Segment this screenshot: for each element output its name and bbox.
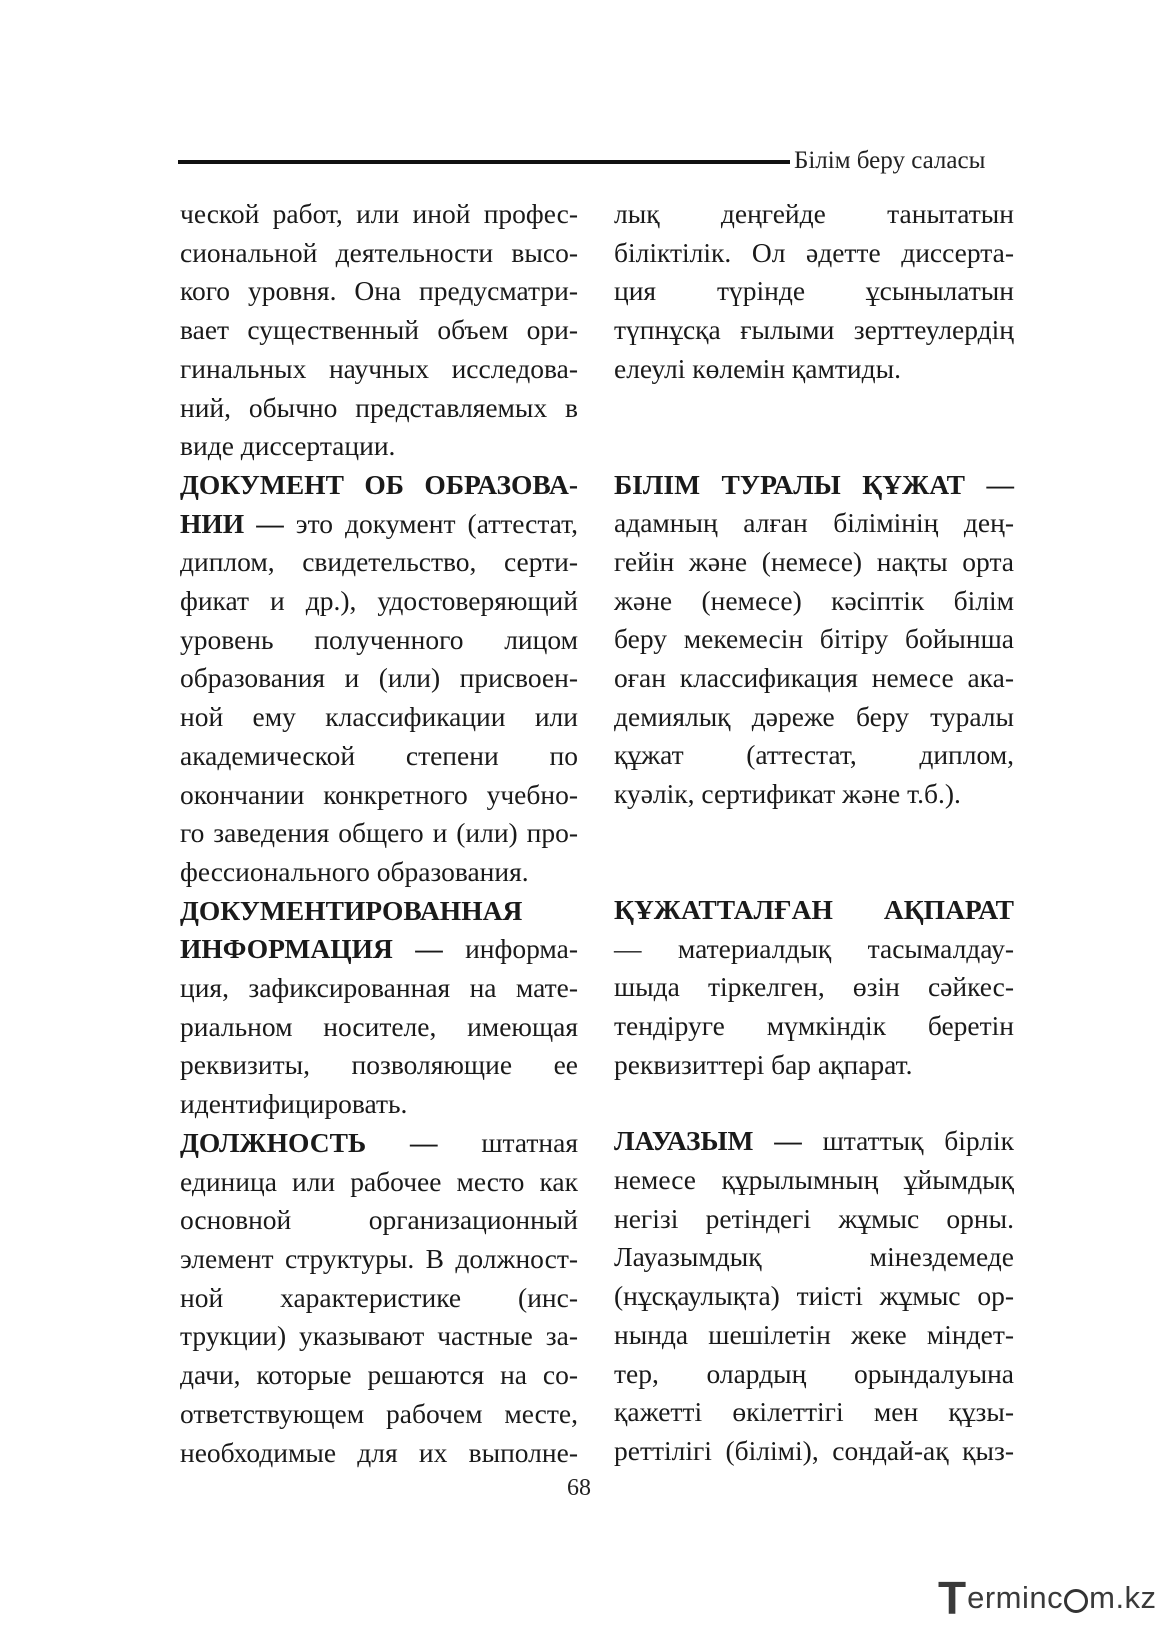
watermark-t: T — [938, 1572, 967, 1624]
text-line: адамның алған білімінің дең- — [614, 507, 1014, 539]
text-line: штатная — [437, 1126, 578, 1158]
text-line: уровень полученного лицом — [180, 623, 578, 655]
text-line: және (немесе) кәсіптік білім — [614, 584, 1014, 616]
text-line: го заведения общего и (или) про- — [180, 817, 578, 849]
text-line: сиональной деятельности высо- — [180, 236, 578, 268]
text-line: ответствующем рабочем месте, — [180, 1397, 578, 1429]
text-line: единица или рабочее место как — [180, 1165, 578, 1197]
entry-term: ДОЛЖНОСТЬ — — [180, 1126, 438, 1158]
text-line: трукции) указывают частные за- — [180, 1320, 578, 1352]
entry-continuation — [614, 195, 1014, 389]
text-line: диплом, свидетельство, серти- — [180, 546, 578, 578]
glossary-entry — [614, 1122, 1014, 1470]
watermark-text: m.kz — [1089, 1580, 1157, 1615]
text-line: реквизиттері бар ақпарат. — [614, 1048, 913, 1080]
text-line: Лауазымдық мінездемеде — [614, 1241, 1014, 1273]
text-line: виде диссертации. — [180, 430, 396, 462]
text-line: риальном носителе, имеющая — [180, 1010, 578, 1042]
text-line: құжат (аттестат, диплом, — [614, 739, 1014, 771]
entry-term: ДОКУМЕНТИРОВАННАЯ — [180, 894, 523, 926]
text-line: нында шешілетін жеке міндет- — [614, 1318, 1014, 1350]
text-line: лық деңгейде танытатын — [614, 198, 1014, 229]
text-line: реттілігі (білімі), сондай-ақ қыз- — [614, 1434, 1014, 1466]
text-line: — материалдық тасымалдау- — [614, 932, 1014, 964]
text-line: идентифицировать. — [180, 1088, 408, 1120]
text-line: окончании конкретного учебно- — [180, 778, 578, 810]
text-line: біліктілік. Ол әдетте диссерта- — [614, 236, 1014, 268]
text-line: (нұсқаулықта) тиісті жұмыс ор- — [614, 1280, 1014, 1312]
running-header: Білім беру саласы — [794, 147, 986, 174]
text-line: академической степени по — [180, 739, 578, 771]
glossary-entry — [614, 891, 1014, 1085]
text-line: это документ (аттестат, — [283, 507, 579, 539]
text-line: основной организационный — [180, 1204, 578, 1236]
glossary-entry — [180, 466, 578, 892]
text-line: образования и (или) присвоен- — [180, 662, 578, 694]
text-line: штаттық бірлік — [801, 1125, 1014, 1157]
text-line: фессионального образования. — [180, 855, 529, 887]
text-line: ция, зафиксированная на мате- — [180, 972, 578, 1004]
text-line: куәлік, сертификат және т.б.). — [614, 778, 961, 810]
entry-term: ДОКУМЕНТ ОБ ОБРАЗОВА- — [180, 468, 578, 500]
text-line: негізі ретіндегі жұмыс орны. — [614, 1202, 1014, 1234]
header-rule — [178, 160, 790, 164]
glossary-entry — [180, 1124, 578, 1472]
text-line: ческой работ, или иной профес- — [180, 198, 578, 229]
text-line: фикат и др.), удостоверяющий — [180, 585, 578, 617]
text-line: тер, олардың орындалуына — [614, 1357, 1014, 1389]
text-line: реквизиты, позволяющие ее — [180, 1049, 578, 1081]
text-line: гинальных научных исследова- — [180, 352, 578, 384]
text-line: ной характеристике (инс- — [180, 1281, 578, 1313]
text-line: тендіруге мүмкіндік беретін — [614, 1009, 1014, 1041]
text-line: демиялық дәреже беру туралы — [614, 700, 1014, 732]
text-line: беру мекемесін бітіру бойынша — [614, 623, 1014, 655]
text-line: элемент структуры. В должност- — [180, 1242, 578, 1274]
text-line: ция түрінде ұсынылатын — [614, 275, 1014, 307]
text-line: немесе құрылымның ұйымдық — [614, 1164, 1014, 1196]
text-line: оған классификация немесе ака- — [614, 662, 1014, 694]
text-line: ний, обычно представляемых в — [180, 391, 578, 423]
termincom-watermark — [938, 1572, 1157, 1624]
text-line: қажетті өкілеттігі мен құзы- — [614, 1396, 1014, 1428]
text-line: гейін және (немесе) нақты орта — [614, 545, 1014, 577]
entry-term: ИНФОРМАЦИЯ — — [180, 933, 443, 965]
text-line: необходимые для их выполне- — [180, 1436, 578, 1468]
entry-term: ҚҰЖАТТАЛҒАН АҚПАРАТ — [614, 893, 1014, 925]
entry-term: БІЛІМ ТУРАЛЫ ҚҰЖАТ — — [614, 468, 1014, 500]
right-column — [614, 195, 1014, 1471]
text-line: түпнұсқа ғылыми зерттеулердің — [614, 314, 1014, 346]
entry-term: ЛАУАЗЫМ — — [614, 1125, 802, 1157]
watermark-text: erminc — [967, 1580, 1064, 1615]
text-line: елеулі көлемін қамтиды. — [614, 352, 901, 384]
text-line: ной ему классификации или — [180, 701, 578, 733]
glossary-entry — [180, 892, 578, 1124]
magnifier-icon — [1064, 1589, 1088, 1613]
text-line: кого уровня. Она предусматри- — [180, 275, 578, 307]
text-line: шыда тіркелген, өзін сәйкес- — [614, 971, 1014, 1003]
entry-term: НИИ — — [180, 507, 284, 539]
text-line: информа- — [442, 933, 578, 965]
text-line: вает существенный объем ори- — [180, 314, 578, 346]
text-line: дачи, которые решаются на со- — [180, 1359, 578, 1391]
glossary-entry — [614, 466, 1014, 814]
page-number: 68 — [567, 1475, 591, 1501]
left-column — [180, 195, 578, 1472]
entry-continuation — [180, 195, 578, 466]
